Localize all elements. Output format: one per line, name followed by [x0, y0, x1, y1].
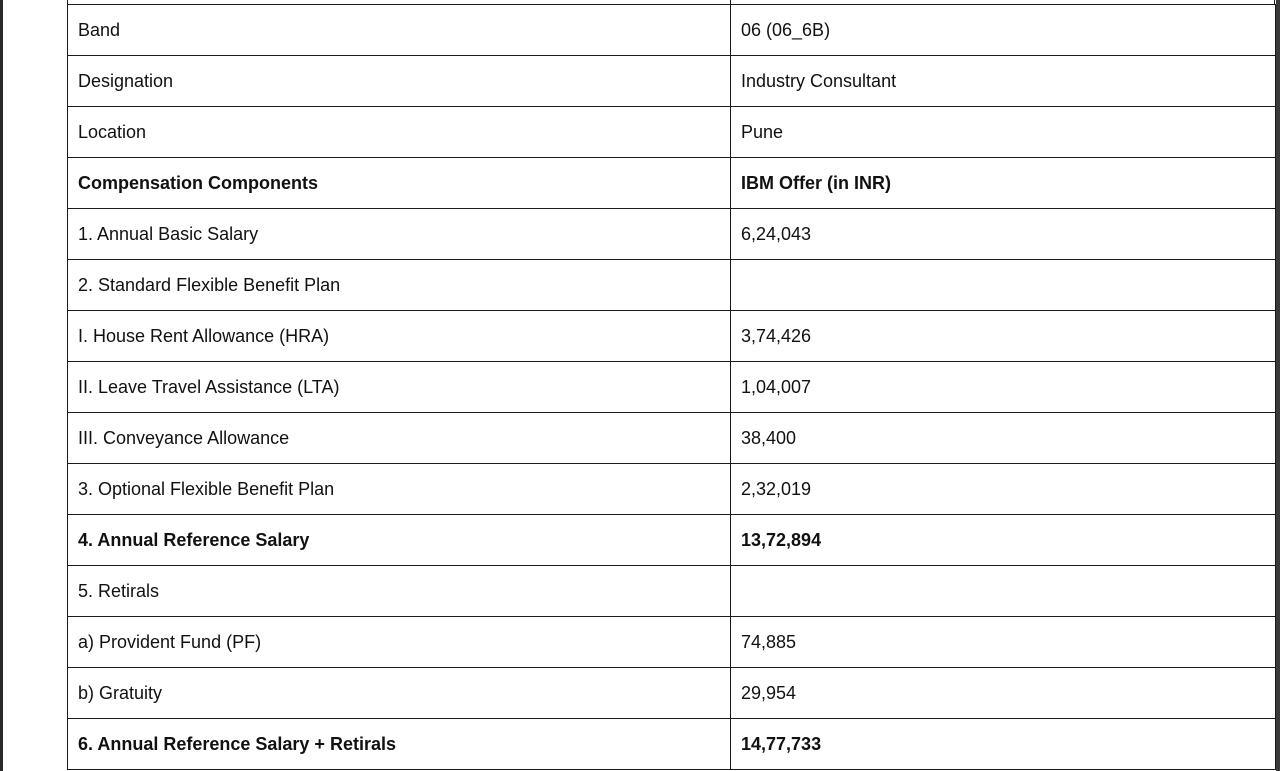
row-label-optional-fbp: 3. Optional Flexible Benefit Plan — [68, 464, 731, 515]
row-value-designation: Industry Consultant — [731, 56, 1276, 107]
row-label-lta: II. Leave Travel Assistance (LTA) — [68, 362, 731, 413]
row-value-standard-fbp — [731, 260, 1276, 311]
table-row — [68, 56, 1276, 107]
table-row — [68, 515, 1276, 566]
row-label-hra: I. House Rent Allowance (HRA) — [68, 311, 731, 362]
row-value-retirals — [731, 566, 1276, 617]
row-value-band: 06 (06_6B) — [731, 5, 1276, 56]
table-row — [68, 5, 1276, 56]
row-label-total-with-retirals: 6. Annual Reference Salary + Retirals — [68, 719, 731, 770]
table-row — [68, 260, 1276, 311]
table-row — [68, 566, 1276, 617]
row-value-location: Pune — [731, 107, 1276, 158]
column-header-offer: IBM Offer (in INR) — [731, 158, 1276, 209]
row-label-reference-salary: 4. Annual Reference Salary — [68, 515, 731, 566]
row-value-reference-salary: 13,72,894 — [731, 515, 1276, 566]
row-label-conveyance: III. Conveyance Allowance — [68, 413, 731, 464]
page-right-edge — [1276, 0, 1280, 771]
row-value-optional-fbp: 2,32,019 — [731, 464, 1276, 515]
table-header-row — [68, 158, 1276, 209]
row-label-gratuity: b) Gratuity — [68, 668, 731, 719]
table-row — [68, 362, 1276, 413]
row-value-conveyance: 38,400 — [731, 413, 1276, 464]
table-row — [68, 668, 1276, 719]
row-label-band: Band — [68, 5, 731, 56]
row-value-hra: 3,74,426 — [731, 311, 1276, 362]
row-value-gratuity: 29,954 — [731, 668, 1276, 719]
row-label-provident-fund: a) Provident Fund (PF) — [68, 617, 731, 668]
table-row — [68, 209, 1276, 260]
row-value-total-with-retirals: 14,77,733 — [731, 719, 1276, 770]
table-row — [68, 107, 1276, 158]
row-value-lta: 1,04,007 — [731, 362, 1276, 413]
table-row — [68, 413, 1276, 464]
row-value-provident-fund: 74,885 — [731, 617, 1276, 668]
row-label-location: Location — [68, 107, 731, 158]
table-row — [68, 719, 1276, 770]
compensation-table — [67, 4, 1276, 770]
table-row — [68, 311, 1276, 362]
column-header-components: Compensation Components — [68, 158, 731, 209]
row-label-basic-salary: 1. Annual Basic Salary — [68, 209, 731, 260]
row-label-standard-fbp: 2. Standard Flexible Benefit Plan — [68, 260, 731, 311]
table-row — [68, 464, 1276, 515]
row-value-basic-salary: 6,24,043 — [731, 209, 1276, 260]
row-label-retirals: 5. Retirals — [68, 566, 731, 617]
page-left-edge — [0, 0, 3, 771]
table-row — [68, 617, 1276, 668]
row-label-designation: Designation — [68, 56, 731, 107]
